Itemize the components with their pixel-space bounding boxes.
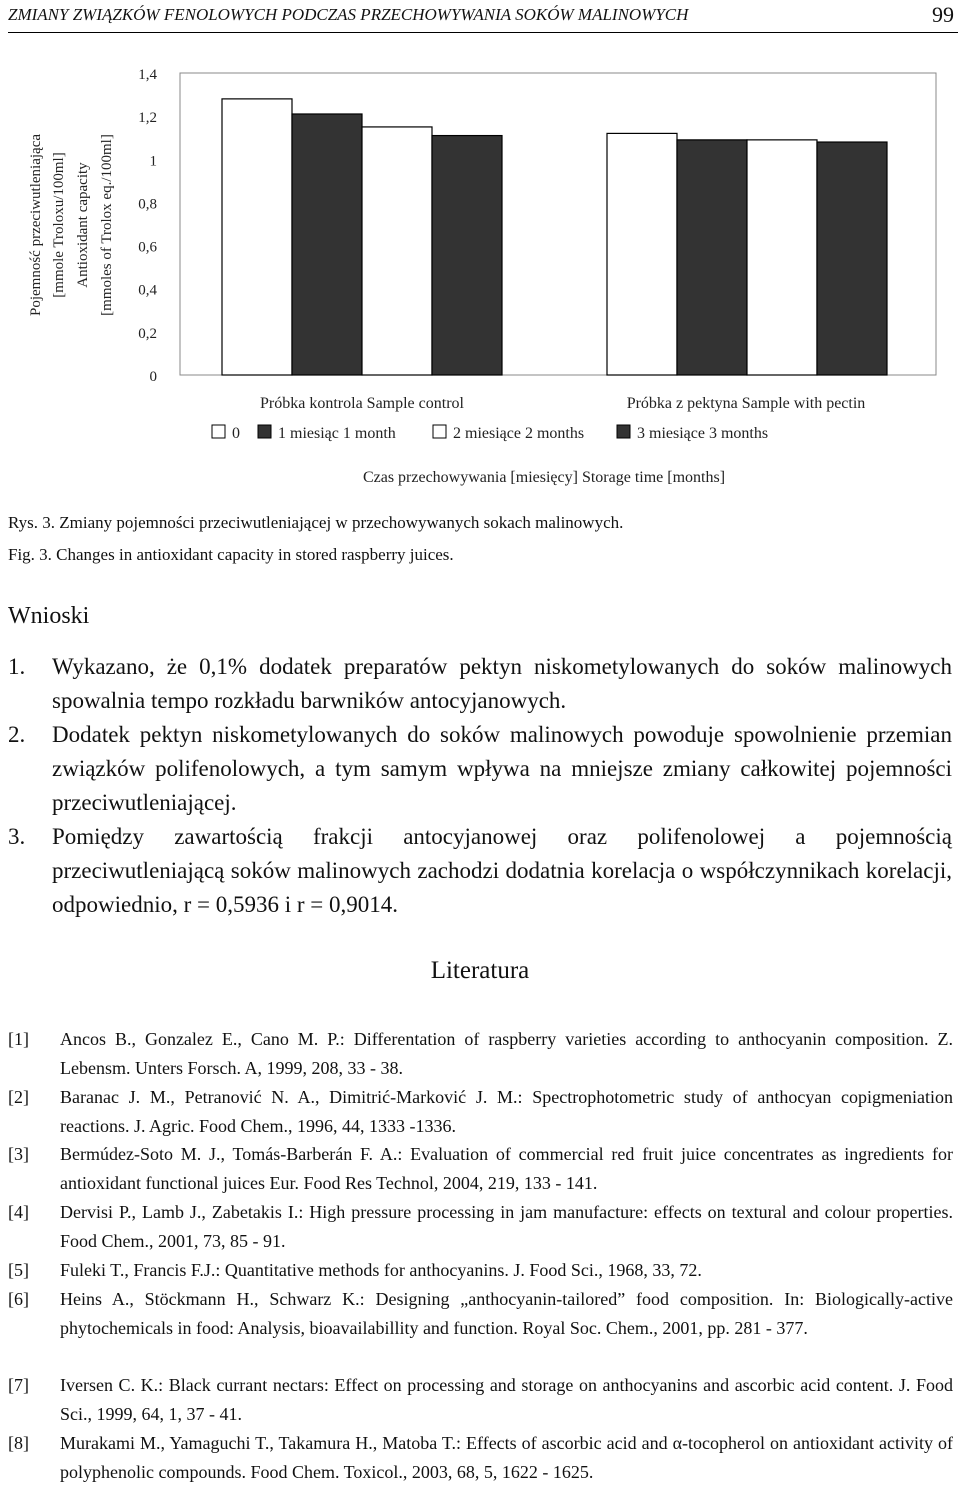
x-axis-label: Czas przechowywania [miesięcy] Storage time [months] <box>362 469 726 486</box>
reference-number: [3] <box>8 1144 29 1164</box>
figure-caption-pl: Rys. 3. Zmiany pojemności przeciwutleniającej w przechowywanych sokach malinowych. <box>8 513 624 532</box>
reference-text: Dervisi P., Lamb J., Zabetakis I.: High pressure processing in jam manufacture: effects on textural and colour properties. Food Chem., 2001, 73, 85 - 91. <box>60 1202 953 1251</box>
conclusion-text: Wykazano, że 0,1% dodatek preparatów pektyn niskometylowanych do soków malinowych spowalnia tempo rozkładu barwników antocyjanowych. <box>52 654 952 713</box>
legend-swatch <box>212 425 225 438</box>
y-tick-label: 1,4 <box>138 67 157 83</box>
conclusion-number: 1. <box>8 654 26 679</box>
reference-number: [2] <box>8 1087 29 1107</box>
y-tick-label: 0 <box>149 369 157 385</box>
literature-heading: Literatura <box>430 957 530 984</box>
y-axis-label: Antioxidant capacity <box>75 162 91 288</box>
y-axis-label: [mmoles of Trolox eq./100ml] <box>99 134 115 316</box>
reference-number: [4] <box>8 1202 29 1222</box>
conclusion-number: 3. <box>8 824 26 849</box>
legend-label: 3 miesiące 3 months <box>637 425 769 442</box>
reference-text: Bermúdez-Soto M. J., Tomás-Barberán F. A.: Evaluation of commercial red fruit juice concentrates as ingredients for antioxidant functional juices Eur. Food Res Technol, 2004, 219, 133 - 141. <box>60 1144 953 1193</box>
bar <box>432 136 502 375</box>
reference-text: Fuleki T., Francis F.J.: Quantitative methods for anthocyanins. J. Food Sci., 1968, 33, 72. <box>60 1260 702 1280</box>
reference-text: Murakami M., Yamaguchi T., Takamura H., Matoba T.: Effects of ascorbic acid and α-tocopherol on antioxidant activity of polyphenolic compounds. Food Chem. Toxicol., 2003, 68, 5, 1622 - 1625. <box>60 1433 953 1482</box>
legend-swatch <box>433 425 446 438</box>
reference-item <box>8 1140 953 1198</box>
figure-caption-en: Fig. 3. Changes in antioxidant capacity in stored raspberry juices. <box>8 545 454 564</box>
reference-item <box>8 1025 953 1083</box>
bar <box>817 142 887 375</box>
bar <box>747 140 817 375</box>
y-axis-label: Pojemność przeciwutleniająca <box>28 133 44 317</box>
conclusions-heading: Wnioski <box>8 603 90 629</box>
antioxidant-capacity-chart <box>0 40 960 490</box>
x-category-label: Próbka kontrola Sample control <box>260 395 464 412</box>
running-header <box>8 0 958 33</box>
y-tick-label: 0,6 <box>138 239 157 256</box>
y-tick-label: 0,4 <box>138 282 157 299</box>
y-tick-label: 1 <box>149 153 157 170</box>
reference-text: Iversen C. K.: Black currant nectars: Effect on processing and storage on anthocyanins and ascorbic acid content. J. Food Sci., 1999, 64, 1, 37 - 41. <box>60 1375 953 1424</box>
bar <box>292 114 362 375</box>
reference-text: Ancos B., Gonzalez E., Cano M. P.: Differentation of raspberry varieties according to anthocyanin composition. Z. Lebensm. Unters Forsch. A, 1999, 208, 33 - 38. <box>60 1029 953 1078</box>
legend-label: 2 miesiące 2 months <box>453 425 585 442</box>
reference-number: [1] <box>8 1029 29 1049</box>
reference-item <box>8 1285 953 1343</box>
bar <box>222 99 292 375</box>
conclusion-item <box>8 650 952 718</box>
bar <box>362 127 432 375</box>
reference-item <box>8 1198 953 1256</box>
reference-text: Heins A., Stöckmann H., Schwarz K.: Designing „anthocyanin-tailored” food composition. In: Biologically-active phytochemicals in food: Analysis, bioavailabillity and function. Royal Soc. Chem., 2001, pp. 281 - 377. <box>60 1289 953 1338</box>
legend-label: 0 <box>232 425 240 442</box>
page-number: 99 <box>932 2 954 27</box>
y-axis-label: [mmole Troloxu/100ml] <box>51 152 67 298</box>
conclusion-number: 2. <box>8 722 26 747</box>
reference-text: Baranac J. M., Petranović N. A., Dimitrić-Marković J. M.: Spectrophotometric study of anthocyan copigmeniation reactions. J. Agric. Food Chem., 1996, 44, 1333 -1336. <box>60 1087 953 1136</box>
reference-number: [7] <box>8 1375 29 1395</box>
conclusion-item <box>8 718 952 820</box>
reference-number: [6] <box>8 1289 29 1309</box>
reference-item <box>8 1371 953 1429</box>
y-tick-label: 1,2 <box>138 110 157 127</box>
reference-number: [8] <box>8 1433 29 1453</box>
reference-number: [5] <box>8 1260 29 1280</box>
conclusion-text: Pomiędzy zawartością frakcji antocyjanowej oraz polifenolowej a pojemnością przeciwutleniającą soków malinowych zachodzi dodatnia korelacja o współczynnikach korelacji, odpowiednio, r = 0,5936 i r = 0,9014. <box>52 824 952 917</box>
y-tick-label: 0,2 <box>138 325 157 342</box>
running-title: ZMIANY ZWIĄZKÓW FENOLOWYCH PODCZAS PRZECHOWYWANIA SOKÓW MALINOWYCH <box>8 5 689 24</box>
y-tick-label: 0,8 <box>138 196 157 213</box>
bar <box>607 133 677 375</box>
conclusion-item <box>8 820 952 922</box>
legend-swatch <box>617 425 630 438</box>
legend-swatch <box>258 425 271 438</box>
bar <box>677 140 747 375</box>
reference-item <box>8 1256 953 1285</box>
reference-item <box>8 1083 953 1141</box>
x-category-label: Próbka z pektyna Sample with pectin <box>626 395 866 412</box>
reference-item <box>8 1429 953 1487</box>
conclusion-text: Dodatek pektyn niskometylowanych do soków malinowych powoduje spowolnienie przemian związków polifenolowych, a tym samym wpływa na mniejsze zmiany całkowitej pojemności przeciwutleniającej. <box>52 722 952 815</box>
legend-label: 1 miesiąc 1 month <box>278 425 396 442</box>
